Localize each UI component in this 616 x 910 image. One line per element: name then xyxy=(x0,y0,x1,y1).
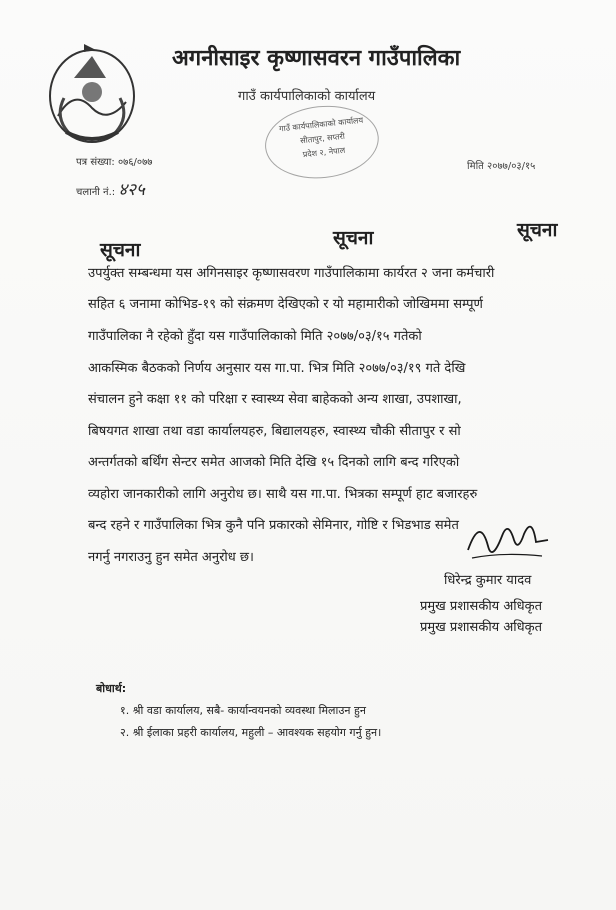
organization-name: अगनीसाइर कृष्णासवरन गाउँपालिका xyxy=(172,46,461,71)
signatory-title-stamp: प्रमुख प्रशासकीय अधिकृत xyxy=(420,620,543,635)
body-line: व्यहोरा जानकारीको लागि अनुरोध छ। साथै यस गा.पा. भित्रका सम्पूर्ण हाट बजारहरु xyxy=(88,487,478,502)
body-line: गाउँपालिका नै रहेको हुँदा यस गाउँपालिकाको मिति २०७७/०३/१५ गतेको xyxy=(88,329,422,344)
office-stamp xyxy=(261,100,384,186)
organization-subtitle: गाउँ कार्यपालिकाको कार्यालय xyxy=(238,89,376,104)
notice-heading: सूचना xyxy=(517,219,558,241)
body-line: आकस्मिक बैठकको निर्णय अनुसार यस गा.पा. भित्र मिति २०७७/०३/१९ गते देखि xyxy=(88,361,466,376)
letter-date: मिति २०७७/०३/१५ xyxy=(467,161,536,172)
nepal-emblem-icon xyxy=(44,38,140,148)
notice-heading: सूचना xyxy=(100,239,141,261)
dispatch-number-label: चलानी नं.: xyxy=(76,187,116,198)
letter-number-value: ०७६/०७७ xyxy=(117,157,153,168)
stamp-line: सीतापुर, सप्तरी xyxy=(299,131,346,146)
stamp-line: प्रदेश २, नेपाल xyxy=(302,145,346,160)
cc-item: २. श्री ईलाका प्रहरी कार्यालय, महुली – आवश्यक सहयोग गर्नु हुन। xyxy=(120,726,382,739)
body-line: अन्तर्गतको बर्थिंग सेन्टर समेत आजको मिति देखि १५ दिनको लागि बन्द गरिएको xyxy=(88,455,460,470)
body-line: बन्द रहने र गाउँपालिका भित्र कुनै पनि प्रकारको सेमिनार, गोष्टि र भिडभाड समेत xyxy=(88,518,459,533)
signatory-title: प्रमुख प्रशासकीय अधिकृत xyxy=(420,599,543,614)
notice-heading: सूचना xyxy=(333,227,374,249)
signature-icon xyxy=(462,506,552,566)
body-line: नगर्नु नगराउनु हुन समेत अनुरोध छ। xyxy=(88,550,254,565)
letter-number-label: पत्र संख्या: xyxy=(76,157,115,168)
cc-heading: बोधार्थ: xyxy=(96,682,127,695)
body-line: सहित ६ जनामा कोभिड-१९ को संक्रमण देखिएको र यो महामारीको जोखिममा सम्पूर्ण xyxy=(88,297,483,312)
body-line: बिषयगत शाखा तथा वडा कार्यालयहरु, बिद्यालयहरु, स्वास्थ्य चौकी सीतापुर र सो xyxy=(88,424,461,439)
stamp-line: गाउँ कार्यपालिकाको कार्यालय xyxy=(278,115,364,134)
body-line: उपर्युक्त सम्बन्धमा यस अगिनसाइर कृष्णासवरण गाउँपालिकामा कार्यरत २ जना कर्मचारी xyxy=(88,266,495,281)
dispatch-number xyxy=(76,177,145,200)
letter-number xyxy=(76,154,153,168)
cc-item: १. श्री वडा कार्यालय, सबै- कार्यान्वयनको व्यवस्था मिलाउन हुन xyxy=(120,704,366,717)
dispatch-number-value: ४२५ xyxy=(118,180,145,200)
body-line: संचालन हुने कक्षा ११ को परिक्षा र स्वास्थ्य सेवा बाहेकको अन्य शाखा, उपशाखा, xyxy=(88,392,462,407)
signatory-name: धिरेन्द्र कुमार यादव xyxy=(444,573,532,588)
